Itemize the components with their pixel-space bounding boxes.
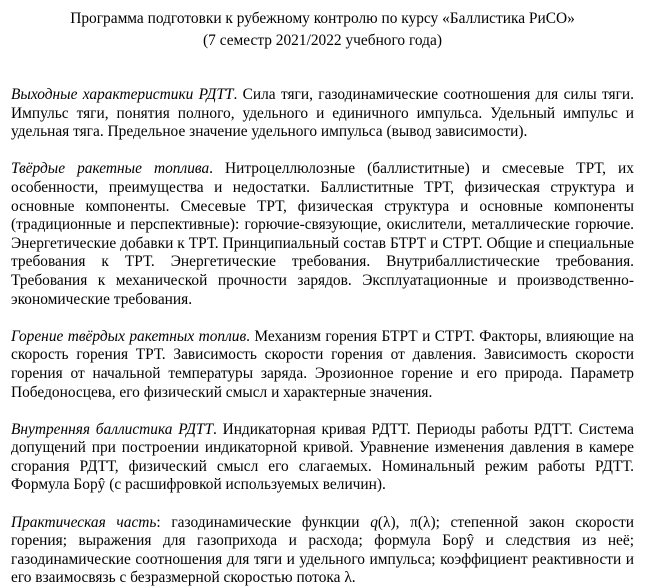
header-title: Программа подготовки к рубежному контролю по курсу «Баллистика РиСО» — [70, 10, 575, 27]
section-solid-propellants — [11, 160, 634, 309]
section-title: Горение твёрдых ракетных топлив — [11, 327, 247, 345]
section-title: Твёрдые ракетные топлива — [11, 160, 210, 178]
header-subtitle: (7 семестр 2021/2022 учебного года) — [203, 32, 442, 49]
section-text: . Нитроцеллюлозные (баллиститные) и смесевые ТРТ, их особенности, преимущества и недостатки. Баллиститные ТРТ, физическая структура и основные компоненты. Смесевые ТРТ, физическая структура и основные компоненты (традиционные и перспективные): горючие-связующие, окислители, металлические горючие. Энергетические добавки к ТРТ. Принципиальный состав БТРТ и СТРТ. Общие и специальные требования к ТРТ. Энергетические требования. Внутрибаллистические требования. Требования к механической прочности зарядов. Эксплуатационные и производственно-экономические требования. — [11, 160, 634, 308]
document-header — [11, 8, 634, 52]
section-title: Внутренняя баллистика РДТТ — [11, 420, 214, 438]
section-propellant-combustion — [11, 328, 634, 402]
section-internal-ballistics — [11, 421, 634, 495]
section-title: Практическая часть — [11, 513, 157, 531]
section-text: . Индикаторная кривая РДТТ. Периоды работы РДТТ. Система допущений при построении индикаторной кривой. Уравнение изменения давления в камере сгорания РДТТ, физический смысл его слагаемых. Номинальный режим работы РДТТ. Формула Борŷ (с расшифровкой используемых величин). — [11, 420, 634, 494]
function-q-symbol: q — [370, 513, 378, 531]
section-title: Выходные характеристики РДТТ — [11, 86, 234, 103]
section-text: . Сила тяги, газодинамические соотношения для силы тяги. Импульс тяги, понятия полного, удельного и единичного импульса. Удельный импульс и удельная тяга. Предельное значение удельного импульса (вывод зависимости). — [11, 86, 634, 141]
section-text-b: (λ), π(λ); степенной закон скорости горения; выражения для газоприхода и расхода; формула Борŷ и следствия из неё; газодинамические соотношения для тяги и удельного импульса; коэффициент реактивности и его взаимосвязь с безразмерной скоростью потока λ. — [11, 513, 634, 587]
section-practical-part — [11, 514, 634, 588]
section-output-characteristics — [11, 86, 634, 142]
section-text: . Механизм горения БТРТ и СТРТ. Факторы, влияющие на скорость горения ТРТ. Зависимость скорости горения от давления. Зависимость скорости горения от начальной температуры заряда. Эрозионное горение и его природа. Параметр Победоносцева, его физический смысл и характерные значения. — [11, 327, 634, 401]
section-text-a: : газодинамические функции — [156, 513, 371, 531]
